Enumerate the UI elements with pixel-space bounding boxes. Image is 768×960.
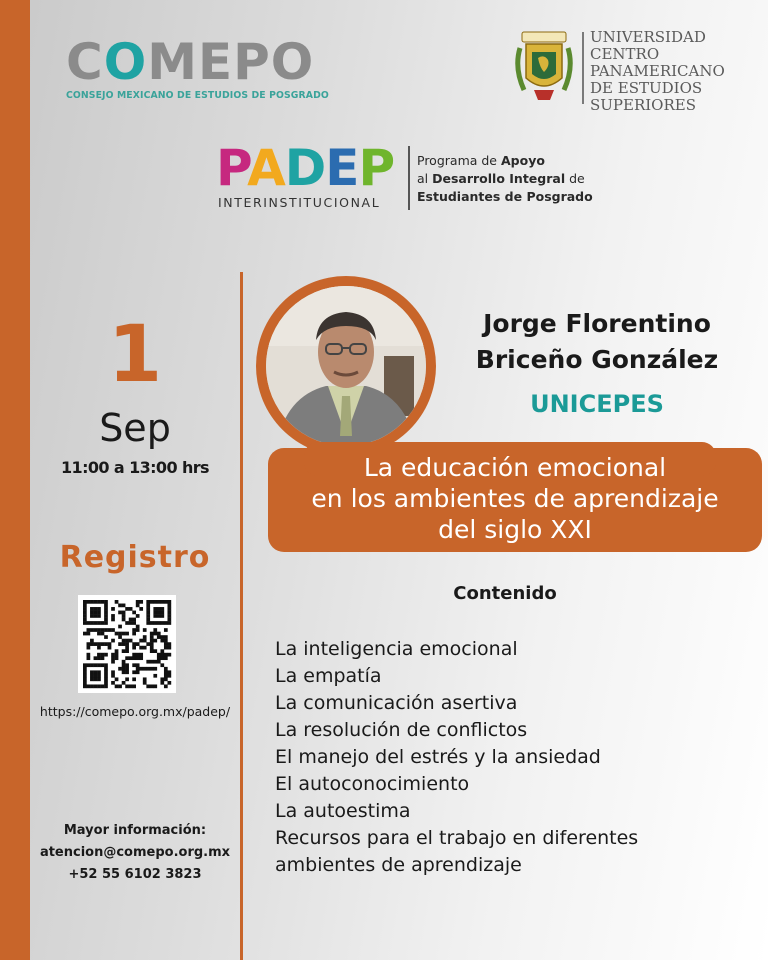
contact-label: Mayor información: — [63, 823, 207, 838]
padep-description — [417, 152, 593, 206]
comepo-subtitle: CONSEJO MEXICANO DE ESTUDIOS DE POSGRADO — [66, 90, 329, 101]
comepo-logo-c: C — [66, 33, 104, 91]
university-name-line: UNIVERSIDAD — [590, 28, 706, 46]
padep-desc-text: al — [417, 171, 433, 186]
padep-letter: E — [325, 139, 359, 197]
padep-desc-bold: Apoyo — [500, 153, 545, 168]
content-item: El manejo del estrés y la ansiedad — [275, 746, 601, 768]
talk-title-line: del siglo XXI — [438, 515, 592, 544]
university-name-line: DE ESTUDIOS — [590, 79, 703, 97]
padep-desc-line-3 — [417, 188, 593, 206]
content-item: El autoconocimiento — [275, 773, 470, 795]
padep-desc-line-2 — [417, 170, 593, 188]
content-item: ambientes de aprendizaje — [275, 854, 522, 876]
content-list — [275, 636, 638, 879]
registration-label: Registro — [59, 540, 211, 575]
left-accent-bar — [0, 0, 30, 960]
talk-title — [268, 452, 762, 545]
talk-title-line: La educación emocional — [363, 453, 667, 482]
event-day: 1 — [107, 310, 163, 400]
university-name-line: CENTRO — [590, 45, 660, 63]
registration-qr-code[interactable] — [78, 595, 176, 693]
content-heading: Contenido — [453, 583, 557, 604]
registration-url[interactable]: https://comepo.org.mx/padep/ — [39, 704, 231, 719]
event-month: Sep — [99, 406, 171, 450]
content-item: La empatía — [275, 665, 382, 687]
talk-title-line: en los ambientes de aprendizaje — [311, 484, 719, 513]
vertical-divider — [240, 272, 243, 960]
padep-desc-bold: Desarrollo Integral — [432, 171, 566, 186]
speaker-name — [452, 306, 742, 378]
comepo-logo-o: O — [103, 33, 148, 91]
content-item: Recursos para el trabajo en diferentes — [275, 827, 639, 849]
padep-letter: P — [216, 139, 248, 197]
padep-letter: P — [358, 139, 395, 197]
padep-logo — [216, 140, 394, 196]
padep-desc-line-1 — [417, 152, 593, 170]
university-seal-icon — [512, 28, 576, 106]
event-time: 11:00 a 13:00 hrs — [61, 458, 209, 477]
padep-desc-text: de — [565, 171, 585, 186]
comepo-logo — [66, 32, 314, 92]
content-item: La inteligencia emocional — [275, 638, 518, 660]
speaker-name-line-1: Jorge Florentino — [483, 309, 711, 338]
content-item: La resolución de conflictos — [275, 719, 528, 741]
content-item: La comunicación asertiva — [275, 692, 518, 714]
university-name-line: PANAMERICANO — [590, 62, 725, 80]
speaker-name-line-2: Briceño González — [475, 345, 719, 374]
contact-info — [30, 820, 240, 886]
contact-phone[interactable]: +52 55 6102 3823 — [68, 867, 202, 882]
padep-desc-text: Programa de — [417, 153, 501, 168]
padep-letter: A — [247, 139, 285, 197]
university-name — [590, 29, 725, 114]
comepo-logo-rest: MEPO — [147, 33, 315, 91]
speaker-photo — [266, 286, 426, 446]
padep-subtitle: INTERINSTITUCIONAL — [218, 195, 381, 210]
university-separator — [582, 32, 584, 104]
padep-separator — [408, 146, 410, 210]
content-item: La autoestima — [275, 800, 411, 822]
speaker-institution: UNICEPES — [530, 390, 664, 418]
padep-letter: D — [284, 139, 326, 197]
padep-desc-bold: Estudiantes de Posgrado — [417, 189, 593, 204]
university-name-line: SUPERIORES — [590, 96, 696, 114]
contact-email[interactable]: atencion@comepo.org.mx — [39, 845, 231, 860]
